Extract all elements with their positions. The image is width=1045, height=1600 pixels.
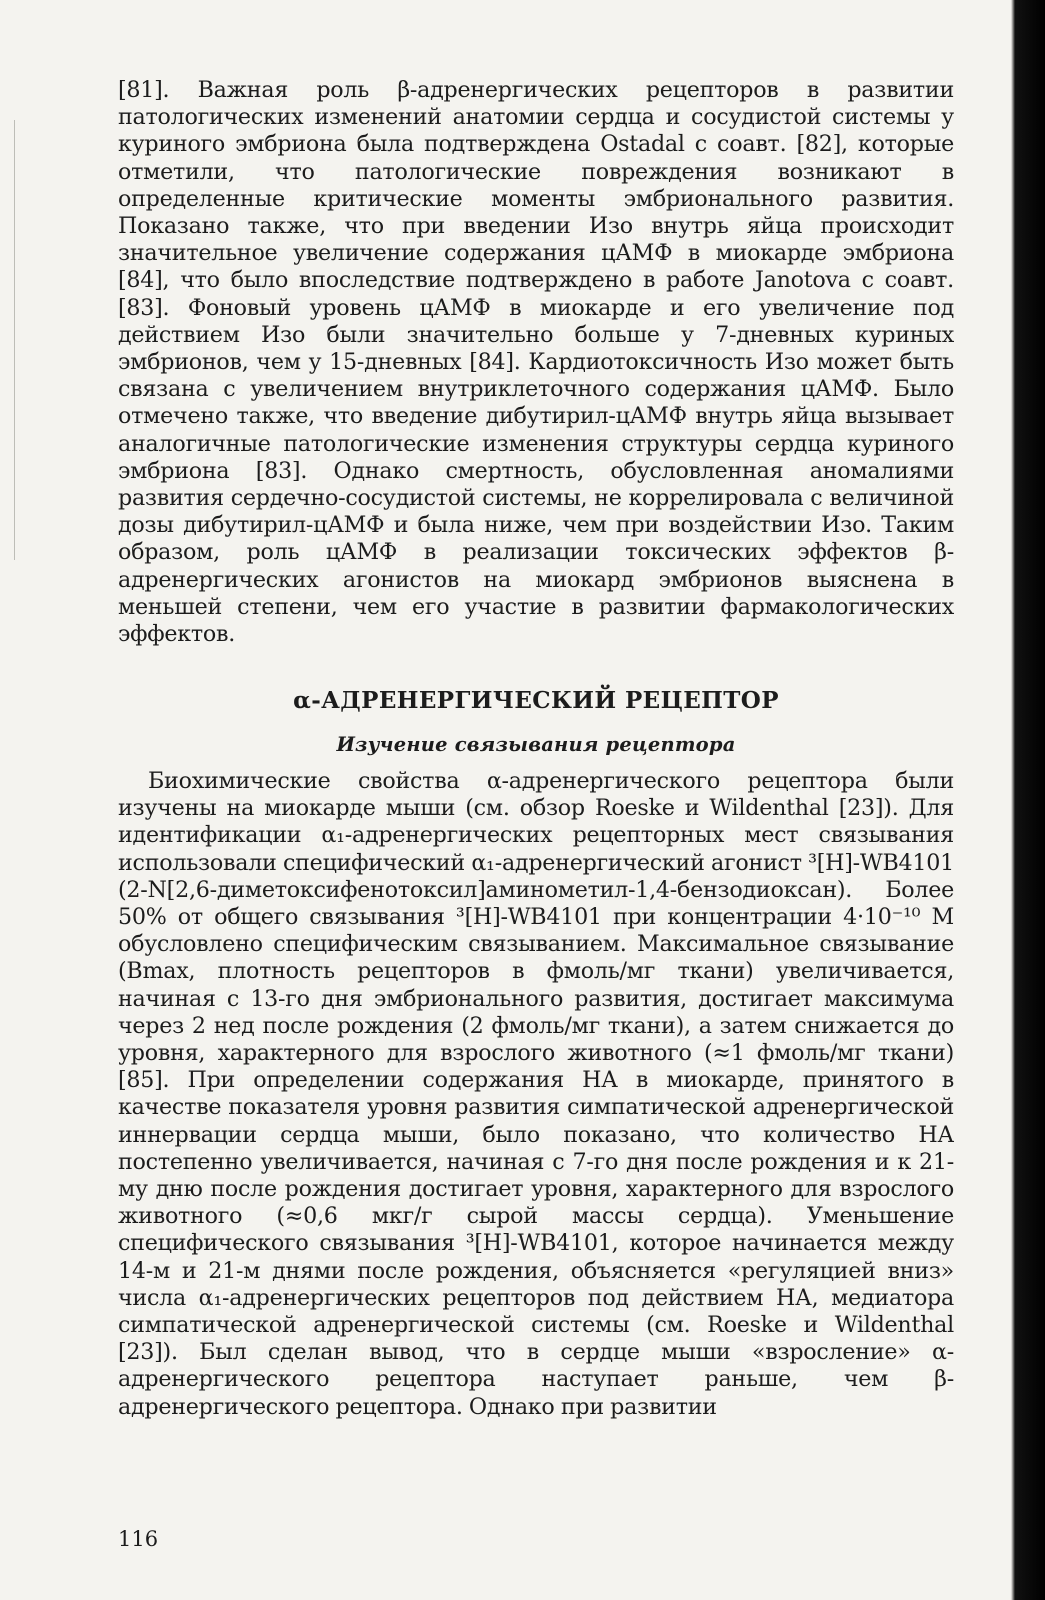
section-subtitle: Изучение связывания рецептора [336,733,736,756]
body-paragraph-1 [118,77,954,648]
page-edge-shadow [993,0,1045,1600]
paragraph-text: Биохимические свойства α-адренергического рецептора были изучены на миокарде мыши (см. обзор Roeske и Wildenthal [23]). Для идентификации α₁-адренергических рецепторных мест связывания использовали специфический α₁-адренергический агонист ³[H]-WB4101 (2-N[2,6-диметоксифенотоксил]аминометил-1,4-бензодиоксан). Более 50% от общего связывания ³[H]-WB4101 при концентрации 4·10⁻¹⁰ М обусловлено специфическим связыванием. Максимальное связывание (Bmax, плотность рецепторов в фмоль/мг ткани) увеличивается, начиная с 13-го дня эмбрионального развития, достигает максимума через 2 нед после рождения (2 фмоль/мг ткани), а затем снижается до уровня, характерного для взрослого животного (≈1 фмоль/мг ткани) [85]. При определении содержания НА в миокарде, принятого в качестве показателя уровня развития симпатической адренергической иннервации сердца мыши, было показано, что количество НА постепенно увеличивается, начиная с 7-го дня после рождения и к 21-му дню после рождения достигает уровня, характерного для взрослого животного (≈0,6 мкг/г сырой массы сердца). Уменьшение специфического связывания ³[H]-WB4101, которое начинается между 14-м и 21-м днями после рождения, объясняется «регуляцией вниз» числа α₁-адренергических рецепторов под действием НА, медиатора симпатической адренергической системы (см. Roeske и Wildenthal [23]). Был сделан вывод, что в сердце мыши «взросление» α-адренергического рецептора наступает раньше, чем β-адренергического рецептора. Однако при развитии [118,768,954,1420]
section-title: α-АДРЕНЕРГИЧЕСКИЙ РЕЦЕПТОР [293,687,779,714]
margin-line [14,120,15,560]
page-number: 116 [118,1527,159,1551]
body-paragraph-2 [118,768,954,1421]
paragraph-text: [81]. Важная роль β-адренергических рецепторов в развитии патологических изменений анатомии сердца и сосудистой системы у куриного эмбриона была подтверждена Ostadal с соавт. [82], которые отметили, что патологические повреждения возникают в определенные критические моменты эмбрионального развития. Показано также, что при введении Изо внутрь яйца происходит значительное увеличение содержания цАМФ в миокарде эмбриона [84], что было впоследствие подтверждено в работе Janotova с соавт. [83]. Фоновый уровень цАМФ в миокарде и его увеличение под действием Изо были значительно больше у 7-дневных куриных эмбрионов, чем у 15-дневных [84]. Кардиотоксичность Изо может быть связана с увеличением внутриклеточного содержания цАМФ. Было отмечено также, что введение дибутирил-цАМФ внутрь яйца вызывает аналогичные патологические изменения структуры сердца куриного эмбриона [83]. Однако смертность, обусловленная аномалиями развития сердечно-сосудистой системы, не коррелировала с величиной дозы дибутирил-цАМФ и была ниже, чем при воздействии Изо. Таким образом, роль цАМФ в реализации токсических эффектов β-адренергических агонистов на миокард эмбрионов выяснена в меньшей степени, чем его участие в развитии фармакологических эффектов. [118,77,954,648]
